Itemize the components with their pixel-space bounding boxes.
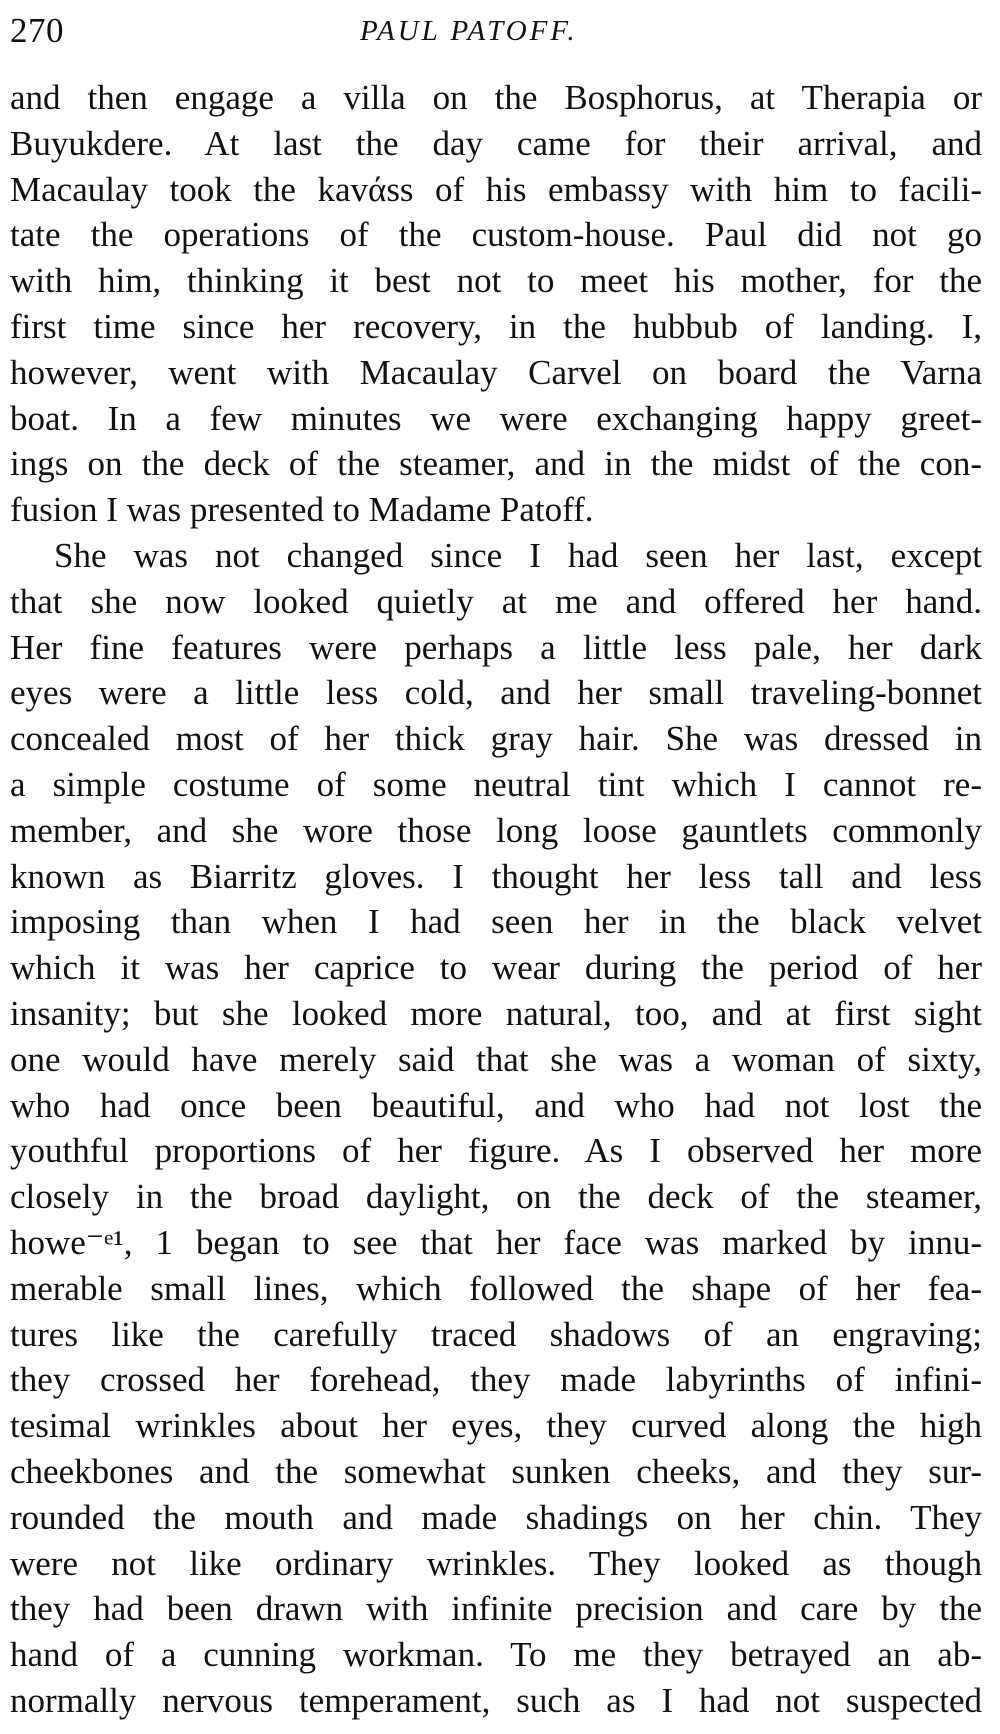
text-line: they had been drawn with infinite precision and care by the bbox=[10, 1589, 982, 1629]
page-number: 270 bbox=[10, 11, 64, 50]
text-line: boat. In a few minutes we were exchanging happy greet- bbox=[10, 398, 982, 438]
paragraph-first-line: She was not changed since I had seen her last, except bbox=[54, 535, 982, 575]
text-line: Her fine features were perhaps a little less pale, her dark bbox=[10, 627, 982, 667]
text-line: cheekbones and the somewhat sunken cheeks, and they sur- bbox=[10, 1451, 982, 1491]
text-line: merable small lines, which followed the shape of her fea- bbox=[10, 1268, 982, 1308]
text-line: and then engage a villa on the Bosphorus, at Therapia or bbox=[10, 78, 982, 117]
text-line: rounded the mouth and made shadings on her chin. They bbox=[10, 1497, 982, 1537]
text-line: which it was her caprice to wear during the period of her bbox=[10, 948, 982, 988]
text-line: that she now looked quietly at me and offered her hand. bbox=[10, 581, 982, 621]
text-line: however, went with Macaulay Carvel on board the Varna bbox=[10, 352, 982, 392]
text-line: were not like ordinary wrinkles. They looked as though bbox=[10, 1543, 982, 1583]
text-line: tures like the carefully traced shadows of an engraving; bbox=[10, 1314, 982, 1354]
text-line: known as Biarritz gloves. I thought her less tall and less bbox=[10, 856, 982, 896]
text-line: tate the operations of the custom-house. Paul did not go bbox=[10, 215, 982, 255]
text-line: Macaulay took the kavάss of his embassy with him to facili- bbox=[10, 169, 982, 209]
text-line: a simple costume of some neutral tint which I cannot re- bbox=[10, 764, 982, 804]
page-header bbox=[10, 6, 990, 56]
text-line: concealed most of her thick gray hair. She was dressed in bbox=[10, 719, 982, 759]
text-line: closely in the broad daylight, on the deck of the steamer, bbox=[10, 1177, 982, 1217]
text-line: fusion I was presented to Madame Patoff. bbox=[10, 490, 594, 530]
body-text bbox=[10, 75, 982, 1724]
text-line: insanity; but she looked more natural, too, and at first sight bbox=[10, 993, 982, 1033]
text-line: Buyukdere. At last the day came for their arrival, and bbox=[10, 123, 982, 163]
text-line: member, and she wore those long loose gauntlets commonly bbox=[10, 810, 982, 850]
text-line: first time since her recovery, in the hubbub of landing. I, bbox=[10, 306, 982, 346]
text-line: youthful proportions of her figure. As I observed her more bbox=[10, 1131, 982, 1171]
text-line: howe⁻ᵉ¹, 1 began to see that her face was marked by innu- bbox=[10, 1222, 982, 1262]
text-line: ings on the deck of the steamer, and in the midst of the con- bbox=[10, 444, 982, 484]
text-line: eyes were a little less cold, and her small traveling-bonnet bbox=[10, 673, 982, 713]
text-line: hand of a cunning workman. To me they betrayed an ab- bbox=[10, 1635, 982, 1675]
text-line: imposing than when I had seen her in the black velvet bbox=[10, 902, 982, 942]
text-line: tesimal wrinkles about her eyes, they curved along the high bbox=[10, 1406, 982, 1446]
running-title: PAUL PATOFF. bbox=[360, 15, 578, 47]
text-line: they crossed her forehead, they made labyrinths of infini- bbox=[10, 1360, 982, 1400]
text-line: normally nervous temperament, such as I had not suspected bbox=[10, 1680, 982, 1720]
text-line: with him, thinking it best not to meet his mother, for the bbox=[10, 261, 982, 301]
text-line: one would have merely said that she was a woman of sixty, bbox=[10, 1039, 982, 1079]
text-line: who had once been beautiful, and who had not lost the bbox=[10, 1085, 982, 1125]
